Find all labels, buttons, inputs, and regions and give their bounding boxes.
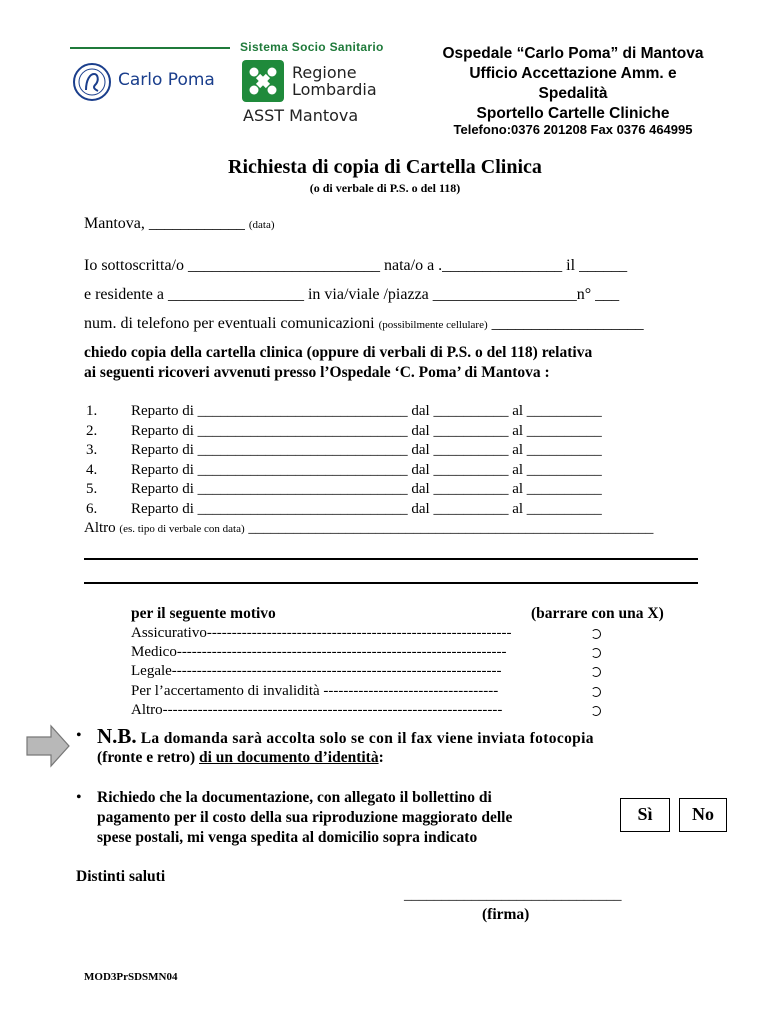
- reparto-line[interactable]: Reparto di ____________________________ dal __________ al __________: [131, 481, 602, 497]
- nb-colon: :: [378, 749, 384, 766]
- page-subtitle: (o di verbale di P.S. o del 118): [309, 181, 461, 195]
- motivo-option: Altro--------------------------------------------------------------------: [131, 702, 503, 718]
- hospital-phone: Telefono:0376 201208 Fax 0376 464995: [453, 122, 693, 137]
- nb-documento: di un documento d’identità: [199, 749, 379, 766]
- motivo-instruction: (barrare con una X): [531, 605, 664, 622]
- firma-label: (firma): [482, 906, 530, 923]
- phone-label: num. di telefono per eventuali comunicazioni: [84, 315, 375, 332]
- altro-line[interactable]: [84, 520, 653, 537]
- regione-lombardia-logo-icon: [242, 60, 284, 102]
- bullet: •: [76, 789, 82, 806]
- nb-text-2: [97, 749, 384, 767]
- reparto-line[interactable]: Reparto di ____________________________ dal __________ al __________: [131, 423, 602, 439]
- mantova-date-line[interactable]: [84, 215, 275, 233]
- checkbox-circle-icon[interactable]: [591, 648, 601, 658]
- mantova-date-field[interactable]: Mantova, ____________: [84, 215, 245, 232]
- reparto-line[interactable]: Reparto di ____________________________ dal __________ al __________: [131, 501, 602, 517]
- lombardia-label: Lombardia: [292, 80, 377, 99]
- hospital-info: [408, 44, 738, 124]
- phone-hint: (possibilmente cellulare): [378, 319, 488, 331]
- motivo-heading: per il seguente motivo: [131, 605, 276, 622]
- hospital-line: Spedalità: [538, 85, 608, 102]
- spedizione-line: Richiedo che la documentazione, con allegato il bollettino di: [97, 789, 492, 806]
- arrow-right-icon: [26, 724, 70, 768]
- reparto-number: 6.: [86, 501, 98, 517]
- blank-line[interactable]: [84, 558, 698, 560]
- date-hint: (data): [248, 219, 275, 231]
- motivo-option: Assicurativo-------------------------------------------------------------: [131, 625, 512, 641]
- spedizione-text: [97, 788, 512, 848]
- form-code: MOD3PrSDSMN04: [84, 971, 178, 983]
- hospital-line: Ospedale “Carlo Poma” di Mantova: [442, 45, 704, 62]
- reparto-number: 3.: [86, 442, 98, 458]
- regione-label: Regione: [292, 63, 357, 82]
- reparto-line[interactable]: Reparto di ____________________________ dal __________ al __________: [131, 462, 602, 478]
- blank-line[interactable]: [84, 582, 698, 584]
- hospital-line: Sportello Cartelle Cliniche: [476, 105, 670, 122]
- altro-field[interactable]: ______________________________________________________: [248, 520, 654, 536]
- request-text-1: chiedo copia della cartella clinica (oppure di verbali di P.S. o del 118) relativa: [84, 344, 593, 361]
- carlo-poma-logo-text: Carlo Poma: [118, 70, 215, 90]
- motivo-option: Per l’accertamento di invalidità -----------------------------------: [131, 683, 499, 699]
- asst-mantova-label: ASST Mantova: [243, 106, 359, 125]
- page-title: Richiesta di copia di Cartella Clinica: [228, 156, 542, 178]
- name-birth-line[interactable]: Io sottoscritta/o ________________________ nata/o a ._______________ il ______: [84, 257, 628, 274]
- regione-lombardia-text: [292, 64, 377, 98]
- residence-line[interactable]: e residente a _________________ in via/viale /piazza __________________n° ___: [84, 286, 620, 303]
- checkbox-circle-icon[interactable]: [591, 667, 601, 677]
- altro-hint: (es. tipo di verbale con data): [119, 523, 245, 535]
- request-text-2: ai seguenti ricoveri avvenuti presso l’Ospedale ‘C. Poma’ di Mantova :: [84, 364, 550, 381]
- hospital-line: Ufficio Accettazione Amm. e: [469, 65, 677, 82]
- phone-line[interactable]: [84, 315, 644, 333]
- spedizione-line: spese postali, mi venga spedita al domicilio sopra indicato: [97, 829, 478, 846]
- nb-label: N.B.: [97, 724, 137, 748]
- no-checkbox[interactable]: No: [679, 798, 727, 832]
- reparto-number: 4.: [86, 462, 98, 478]
- spedizione-line: pagamento per il costo della sua riproduzione maggiorato delle: [97, 809, 513, 826]
- reparto-number: 5.: [86, 481, 98, 497]
- altro-label: Altro: [84, 520, 116, 536]
- nb-fronte-retro: (fronte e retro): [97, 749, 196, 766]
- sistema-label: Sistema Socio Sanitario: [240, 40, 384, 54]
- motivo-option: Legale------------------------------------------------------------------: [131, 663, 502, 679]
- reparto-number: 2.: [86, 423, 98, 439]
- reparto-number: 1.: [86, 403, 98, 419]
- checkbox-circle-icon[interactable]: [591, 687, 601, 697]
- nb-notice: [97, 724, 594, 749]
- motivo-option: Medico------------------------------------------------------------------: [131, 644, 507, 660]
- nb-text: La domanda sarà accolta solo se con il fax viene inviata fotocopia: [140, 730, 594, 747]
- carlo-poma-emblem-icon: [72, 62, 112, 102]
- checkbox-circle-icon[interactable]: [591, 629, 601, 639]
- header-divider: [70, 47, 230, 49]
- closing-saluti: Distinti saluti: [76, 868, 166, 885]
- bullet: •: [76, 727, 82, 744]
- checkbox-circle-icon[interactable]: [591, 706, 601, 716]
- reparto-line[interactable]: Reparto di ____________________________ dal __________ al __________: [131, 442, 602, 458]
- phone-field[interactable]: ___________________: [491, 315, 644, 332]
- reparto-line[interactable]: Reparto di ____________________________ dal __________ al __________: [131, 403, 602, 419]
- si-checkbox[interactable]: Sì: [620, 798, 670, 832]
- signature-line[interactable]: _____________________________: [404, 887, 622, 903]
